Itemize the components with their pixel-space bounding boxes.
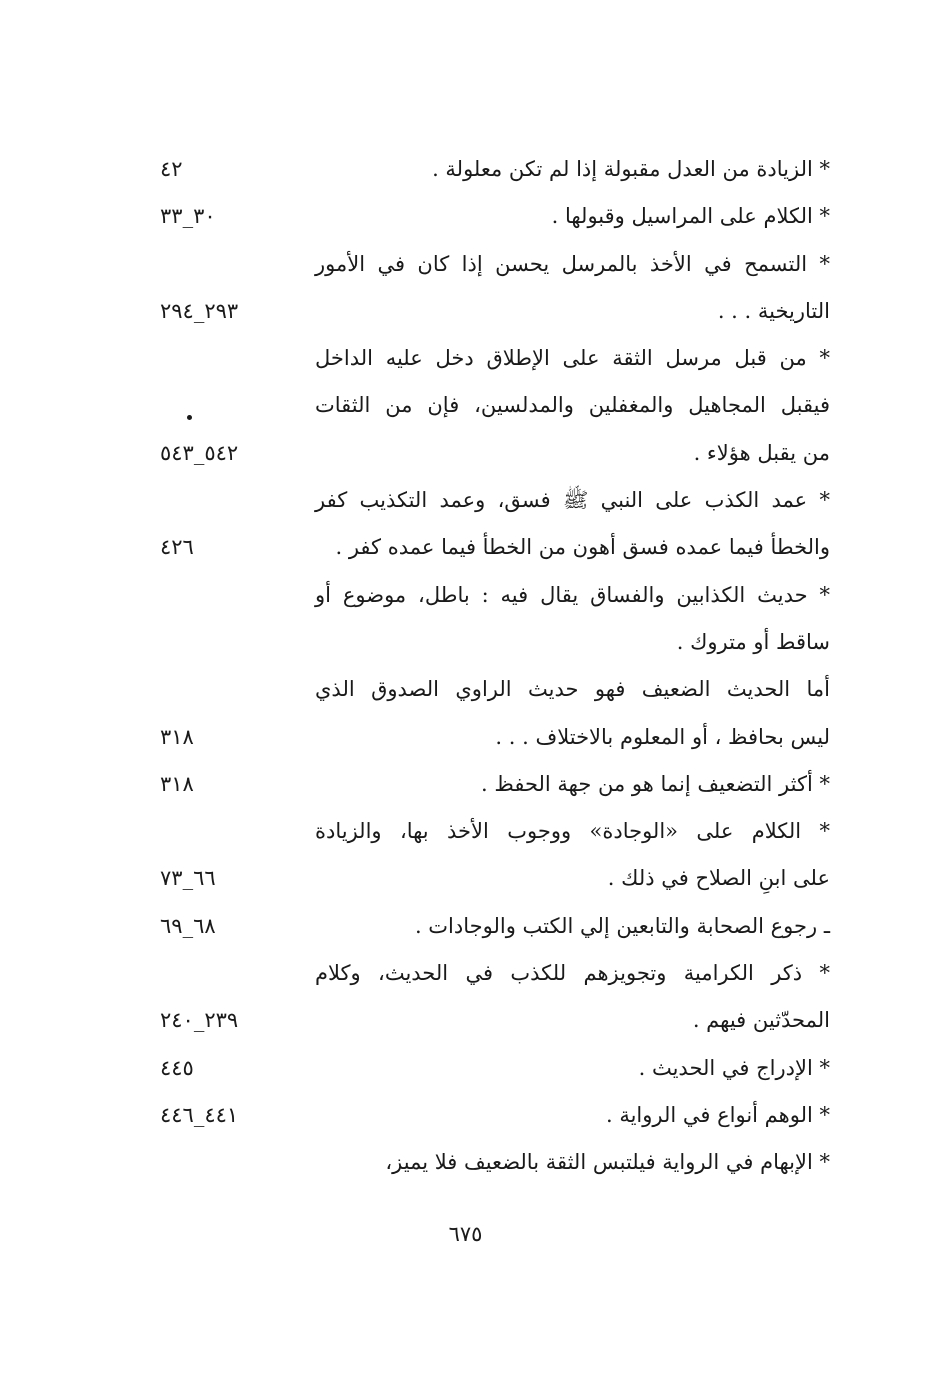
entry-line: ليس بحافظ ، أو المعلوم بالاختلاف . . . [495, 724, 830, 749]
entry-page-ref: ٣١٨ [160, 724, 194, 749]
entry-line: أما الحديث الضعيف فهو حديث الراوي الصدوق الذي [315, 677, 830, 702]
entry-text [315, 666, 830, 761]
entry-page-ref: ٥٤٢_٥٤٣ [160, 440, 239, 465]
entry-page-ref: ٤٤٥ [160, 1055, 194, 1080]
entry-line: ساقط أو متروك . [676, 629, 830, 654]
entry-line: * الكلام على «الوجادة» ووجوب الأخذ بها، والزيادة [315, 819, 830, 844]
index-entry [150, 1045, 830, 1092]
index-entry [150, 477, 830, 572]
entry-line: * الزيادة من العدل مقبولة إذا لم تكن معلولة . [432, 157, 830, 181]
index-entry [150, 666, 830, 761]
entry-page-ref: ٢٩٣_٢٩٤ [160, 298, 239, 323]
index-entry [150, 761, 830, 808]
entry-text [315, 1139, 830, 1186]
entry-line: * الإدراج في الحديث . [638, 1055, 830, 1080]
index-entry [150, 146, 830, 193]
index-entries [150, 146, 830, 1187]
entry-line: * ذكر الكرامية وتجويزهم للكذب في الحديث، وكلام [315, 961, 830, 986]
entry-text [315, 477, 830, 572]
stray-dot-mark [187, 415, 192, 420]
entry-line: فيقبل المجاهيل والمغفلين والمدلسين، فإن من الثقات [315, 393, 830, 418]
entry-line: التاريخية . . . [717, 298, 830, 323]
entry-page-ref: ٤٢٦ [160, 535, 194, 560]
index-entry [150, 193, 830, 240]
index-entry [150, 335, 830, 477]
entry-page-ref: ٤٢ [160, 157, 183, 181]
entry-page-ref [150, 572, 315, 619]
index-entry [150, 950, 830, 1045]
entry-line: * عمد الكذب على النبي ﷺ فسق، وعمد التكذيب كفر [315, 488, 830, 513]
entry-line: * الإبهام في الرواية فيلتبس الثقة بالضعيف فلا يميز، [385, 1150, 830, 1175]
entry-line: * حديث الكذابين والفساق يقال فيه : باطل، موضوع أو [315, 582, 830, 607]
entry-line: * الكلام على المراسيل وقبولها . [551, 204, 830, 229]
entry-page-ref: ٢٣٩_٢٤٠ [160, 1008, 239, 1033]
entry-page-ref: ٣١٨ [160, 771, 194, 796]
entry-line: * الوهم أنواع في الرواية . [605, 1102, 830, 1127]
page-number: ٦٧٥ [448, 1222, 483, 1246]
entry-text [315, 1092, 830, 1139]
entry-text [315, 146, 830, 193]
entry-line: والخطأ فيما عمده فسق أهون من الخطأ فيما عمده كفر . [335, 535, 830, 560]
entry-text [315, 903, 830, 950]
index-entry [150, 903, 830, 950]
entry-line: من يقبل هؤلاء . [693, 440, 830, 465]
index-entry [150, 241, 830, 336]
entry-text [315, 335, 830, 477]
entry-line: * من قبل مرسل الثقة على الإطلاق دخل عليه الداخل [315, 346, 830, 371]
entry-page-ref: ٤٤١_٤٤٦ [160, 1102, 239, 1127]
entry-line: * أكثر التضعيف إنما هو من جهة الحفظ . [481, 771, 830, 796]
entry-line: المحدّثين فيهم . [692, 1008, 830, 1033]
entry-text [315, 1045, 830, 1092]
index-entry [150, 1092, 830, 1139]
entry-text [315, 193, 830, 240]
entry-line: على ابنِ الصلاح في ذلك . [607, 866, 830, 891]
entry-text [315, 572, 830, 667]
entry-text [315, 761, 830, 808]
index-entry [150, 572, 830, 667]
index-entry [150, 808, 830, 903]
index-entry [150, 1139, 830, 1186]
entry-text [315, 950, 830, 1045]
entry-page-ref: ٦٨_٦٩ [160, 913, 216, 938]
entry-page-ref: ٣٠_٣٣ [160, 204, 216, 229]
entry-line: ـ رجوع الصحابة والتابعين إلي الكتب والوجادات . [414, 913, 830, 938]
entry-line: * التسمح في الأخذ بالمرسل يحسن إذا كان في الأمور [315, 251, 830, 276]
entry-page-ref: ٦٦_٧٣ [160, 866, 216, 891]
entry-text [315, 808, 830, 903]
entry-text [315, 241, 830, 336]
